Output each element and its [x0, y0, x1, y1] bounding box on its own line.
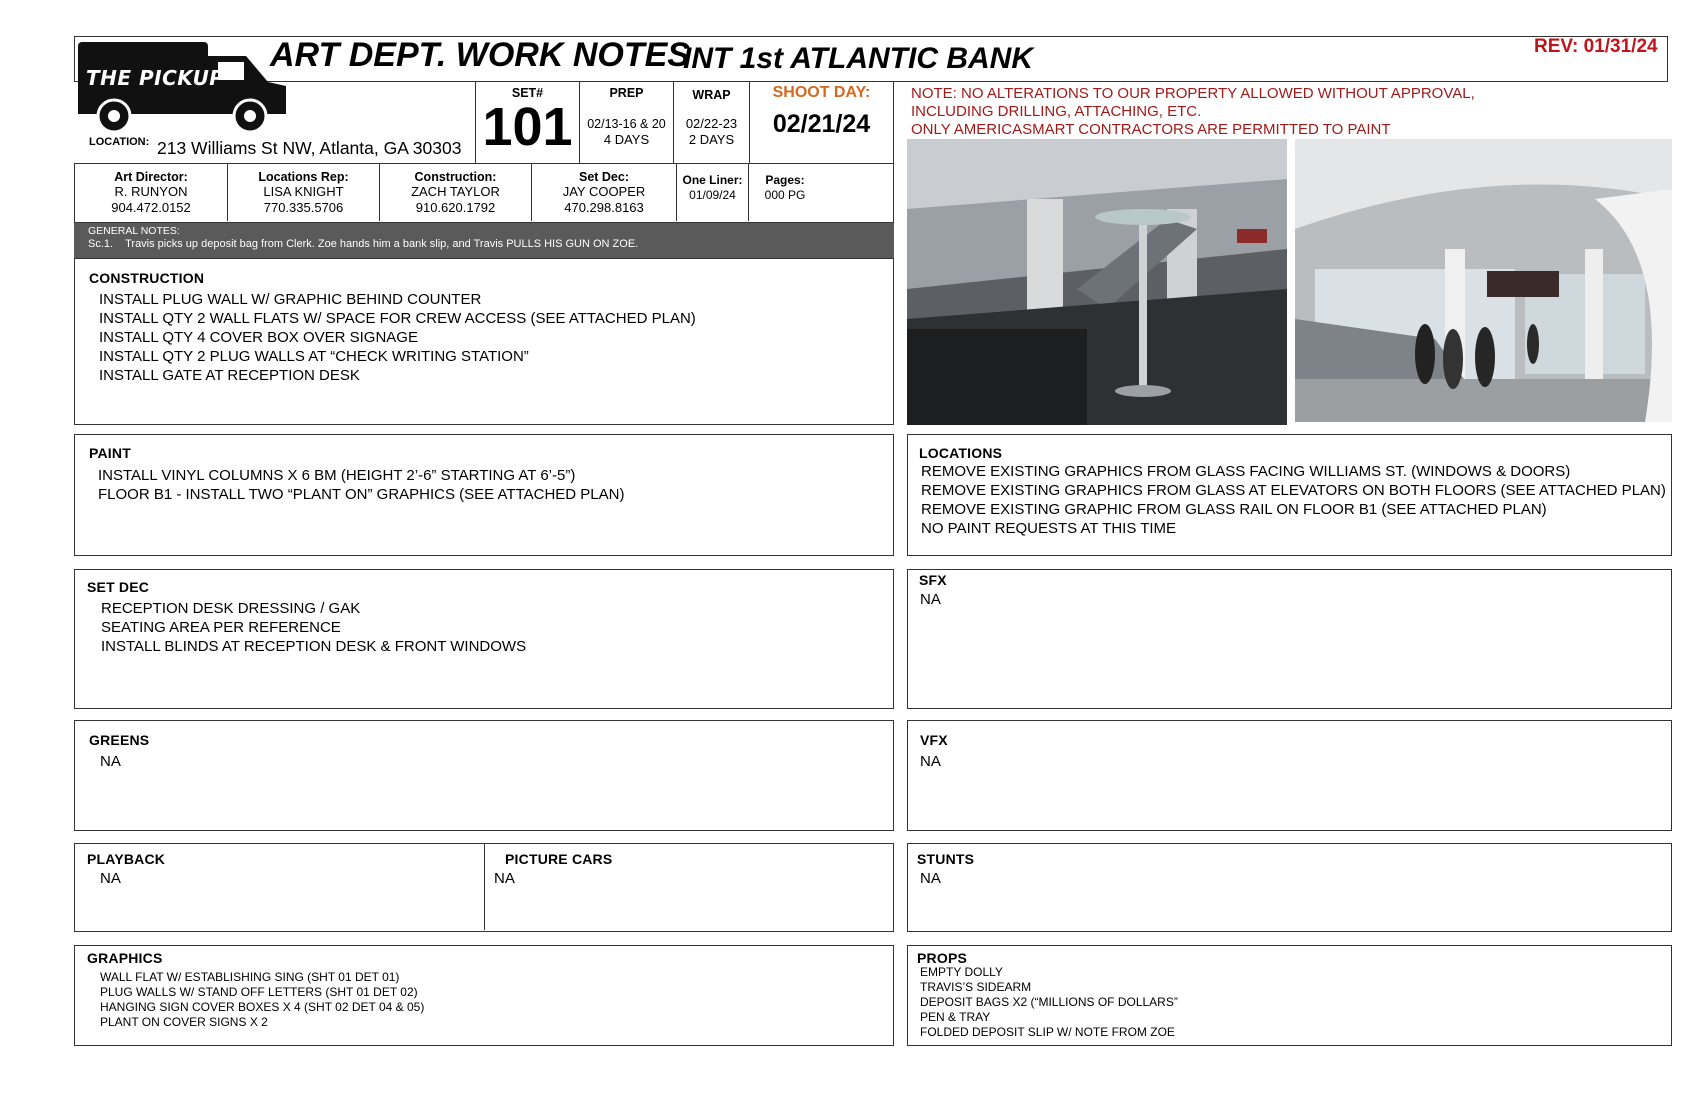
list-item: INSTALL QTY 2 PLUG WALLS AT “CHECK WRITING STATION” — [99, 348, 529, 365]
list-item: SEATING AREA PER REFERENCE — [101, 619, 341, 636]
list-item: REMOVE EXISTING GRAPHICS FROM GLASS FACING WILLIAMS ST. (WINDOWS & DOORS) — [921, 463, 1571, 480]
shoot-day-value: 02/21/24 — [772, 110, 871, 138]
list-item: INSTALL BLINDS AT RECEPTION DESK & FRONT WINDOWS — [101, 638, 527, 655]
list-item: FLOOR B1 - INSTALL TWO “PLANT ON” GRAPHICS (SEE ATTACHED PLAN) — [98, 486, 625, 503]
contact-phone: 470.298.8163 — [564, 200, 644, 215]
picture-cars-list — [494, 869, 515, 888]
section-title: SFX — [919, 572, 947, 588]
contact-phone: 910.620.1792 — [415, 200, 496, 215]
list-item: NA — [920, 591, 941, 608]
section-title: PAINT — [89, 445, 131, 461]
props-section — [907, 945, 1672, 1046]
contact-name: JAY COOPER — [562, 184, 646, 199]
list-item: REMOVE EXISTING GRAPHIC FROM GLASS RAIL ON FLOOR B1 (SEE ATTACHED PLAN) — [921, 501, 1547, 518]
one-liner-label: One Liner: — [682, 173, 743, 187]
list-item: PLANT ON COVER SIGNS X 2 — [100, 1015, 268, 1029]
set-dec-section — [74, 569, 894, 709]
sfx-section — [907, 569, 1672, 709]
greens-section — [74, 720, 894, 831]
section-title: SET DEC — [87, 579, 150, 595]
pages-label: Pages: — [765, 173, 805, 187]
contact-label: Construction: — [414, 170, 497, 184]
wrap-label: WRAP — [692, 88, 731, 102]
list-item: INSTALL GATE AT RECEPTION DESK — [99, 367, 360, 384]
revision-date: REV: 01/31/24 — [1534, 36, 1658, 57]
sfx-list — [920, 590, 941, 609]
list-item: NA — [920, 753, 941, 770]
list-item: INSTALL VINYL COLUMNS X 6 BM (HEIGHT 2’-6” STARTING AT 6’-5”) — [98, 467, 576, 484]
contact-name: ZACH TAYLOR — [411, 184, 500, 199]
paint-section — [74, 434, 894, 556]
graphics-section — [74, 945, 894, 1046]
one-liner-value: 01/09/24 — [689, 188, 736, 202]
set-label: SET# — [511, 86, 544, 100]
playback-picture-cars-section — [74, 843, 894, 932]
reference-photo-lobby — [907, 139, 1287, 425]
shoot-day-cell — [749, 82, 893, 163]
greens-list — [100, 752, 121, 771]
contact-locations-rep — [227, 164, 379, 221]
contact-set-dec — [531, 164, 676, 221]
prep-cell — [579, 82, 673, 163]
prep-days: 4 DAYS — [603, 132, 650, 147]
location-label: LOCATION: — [89, 136, 150, 148]
paint-list — [98, 466, 624, 504]
list-item: INSTALL QTY 4 COVER BOX OVER SIGNAGE — [99, 329, 418, 346]
prep-label: PREP — [609, 86, 644, 100]
graphics-list — [100, 970, 424, 1030]
contact-phone: 770.335.5706 — [263, 200, 344, 215]
playback-list — [100, 869, 121, 888]
contact-name: R. RUNYON — [114, 184, 188, 199]
section-title: PLAYBACK — [87, 851, 166, 867]
list-item: NA — [100, 753, 121, 770]
section-title: PROPS — [917, 950, 968, 966]
wrap-dates: 02/22-23 — [685, 116, 738, 131]
property-note-line: INCLUDING DRILLING, ATTACHING, ETC. — [911, 103, 1202, 120]
set-cell — [475, 82, 579, 163]
contact-art-director — [75, 164, 227, 221]
props-list — [920, 965, 1178, 1040]
set-dec-list — [101, 599, 526, 656]
list-item: PLUG WALLS W/ STAND OFF LETTERS (SHT 01 DET 02) — [100, 985, 418, 999]
locations-list — [921, 462, 1666, 538]
property-note-line: NOTE: NO ALTERATIONS TO OUR PROPERTY ALLOWED WITHOUT APPROVAL, — [911, 85, 1475, 102]
list-item: NO PAINT REQUESTS AT THIS TIME — [921, 520, 1177, 537]
contact-label: Set Dec: — [578, 170, 630, 184]
list-item: HANGING SIGN COVER BOXES X 4 (SHT 02 DET 04 & 05) — [100, 1000, 425, 1014]
construction-list — [99, 290, 696, 385]
one-liner-cell — [676, 164, 748, 221]
locations-section — [907, 434, 1672, 556]
contact-phone: 904.472.0152 — [111, 200, 191, 215]
general-notes-text: Sc.1. Travis picks up deposit bag from Clerk. Zoe hands him a bank slip, and Travis PULLS HIS GUN ON ZOE. — [88, 238, 639, 250]
vfx-list — [920, 752, 941, 771]
construction-section — [74, 258, 894, 425]
info-strip — [475, 82, 894, 164]
section-title: STUNTS — [917, 851, 975, 867]
section-title: LOCATIONS — [919, 445, 1003, 461]
location-value: 213 Williams St NW, Atlanta, GA 30303 — [157, 138, 462, 158]
list-item: NA — [494, 870, 515, 887]
list-item: WALL FLAT W/ ESTABLISHING SING (SHT 01 DET 01) — [100, 970, 400, 984]
property-note — [911, 85, 1475, 139]
pages-value: 000 PG — [764, 188, 806, 202]
stunts-list — [920, 869, 941, 888]
section-title: GRAPHICS — [87, 950, 163, 966]
contacts-row — [74, 163, 894, 223]
property-note-line: ONLY AMERICASMART CONTRACTORS ARE PERMITTED TO PAINT — [911, 121, 1391, 138]
list-item: TRAVIS’S SIDEARM — [920, 980, 1032, 994]
logo-text: THE PICKUP — [86, 66, 225, 90]
list-item: DEPOSIT BAGS X2 (“MILLIONS OF DOLLARS” — [920, 995, 1178, 1009]
contact-label: Art Director: — [114, 170, 188, 184]
pages-cell — [748, 164, 821, 221]
list-item: RECEPTION DESK DRESSING / GAK — [101, 600, 361, 617]
stunts-section — [907, 843, 1672, 932]
section-title: VFX — [920, 732, 948, 748]
contact-name: LISA KNIGHT — [263, 184, 344, 199]
general-notes-label: GENERAL NOTES: — [88, 225, 180, 237]
reference-photo-escalator — [1295, 139, 1672, 422]
truck-logo — [76, 38, 288, 133]
list-item: EMPTY DOLLY — [920, 965, 1003, 979]
section-title: GREENS — [89, 732, 150, 748]
list-item: NA — [920, 870, 941, 887]
contact-construction — [379, 164, 531, 221]
list-item: INSTALL QTY 2 WALL FLATS W/ SPACE FOR CREW ACCESS (SEE ATTACHED PLAN) — [99, 310, 696, 327]
contact-label: Locations Rep: — [258, 170, 349, 184]
list-item: INSTALL PLUG WALL W/ GRAPHIC BEHIND COUNTER — [99, 291, 482, 308]
shoot-day-label: SHOOT DAY: — [772, 84, 871, 101]
wrap-cell — [673, 82, 749, 163]
prep-dates: 02/13-16 & 20 — [587, 117, 666, 131]
wrap-days: 2 DAYS — [688, 132, 735, 147]
scene-title: INT 1st ATLANTIC BANK — [683, 42, 1033, 75]
list-item: NA — [100, 870, 121, 887]
list-item: PEN & TRAY — [920, 1010, 991, 1024]
vfx-section — [907, 720, 1672, 831]
picture-cars-cell — [485, 844, 893, 930]
section-title: PICTURE CARS — [505, 851, 613, 867]
list-item: REMOVE EXISTING GRAPHICS FROM GLASS AT ELEVATORS ON BOTH FLOORS (SEE ATTACHED PLAN) — [921, 482, 1666, 499]
page-title: ART DEPT. WORK NOTES — [270, 36, 690, 74]
playback-cell — [75, 844, 485, 930]
general-notes-bar — [74, 223, 894, 258]
section-title: CONSTRUCTION — [89, 270, 205, 286]
list-item: FOLDED DEPOSIT SLIP W/ NOTE FROM ZOE — [920, 1025, 1175, 1039]
set-number: 101 — [482, 97, 573, 157]
